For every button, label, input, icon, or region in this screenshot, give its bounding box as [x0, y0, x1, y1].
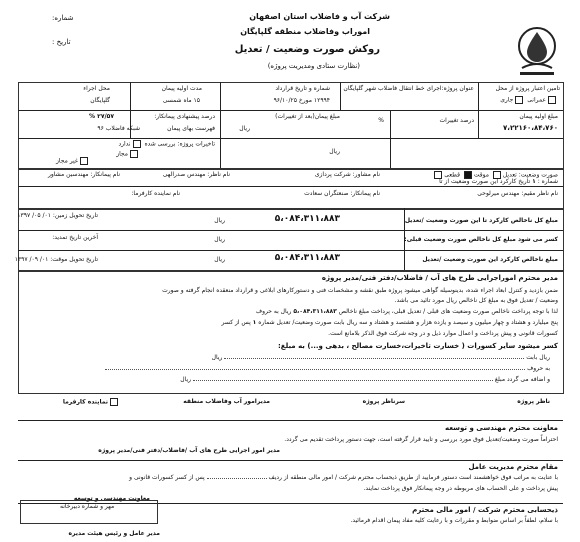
supervisor-label: نام ناظر: مهندس صدرالهی: [162, 171, 230, 178]
tender-percent-label: درصد پیشنهادی پیمانکار:: [154, 113, 215, 120]
delays-value: بررسی شده: [144, 140, 176, 148]
last-delivery: آخرین تاریخ تمدید:: [52, 234, 98, 241]
deductions-title: کسر میشود سایر کسورات ( خسارت تاخیرات،خسارت مصالح ، بدهی و...) به مبلغ:: [278, 342, 558, 350]
initial-amount-label: مبلغ اولیه پیمان: [519, 113, 558, 120]
contract-label: شماره و تاریخ قرارداد: [275, 85, 330, 92]
amount-after-rial: ریال: [239, 125, 250, 132]
secretariat-seal-label: مهر و شماره دبیرخانه: [60, 503, 115, 510]
price-list-label: فهرست بهای پیمان: [167, 125, 215, 132]
allowed-label: مجاز: [116, 150, 128, 158]
letter2-p1: احتراماً صورت وضعیت/تعدیل فوق مورد بررسی و تایید قرار گرفته است، جهت دستور پرداخت تقدیم می گردد.: [284, 436, 558, 443]
employer-rep-signature: نماینده کارفرما: [63, 398, 120, 406]
project-subject: عنوان پروژه:اجرای خط انتقال فاضلاب شهر گلپایگان: [343, 85, 474, 92]
current-checkbox[interactable]: [515, 96, 523, 104]
contract-value: ۱۲۹۹۴ مورخ ۹۶/۱۰/۲۵: [273, 97, 330, 104]
status-to-label: تا: [439, 178, 443, 185]
final-label: قطعی: [444, 171, 460, 179]
funding-label: تامین اعتبار پروژه از محل: [495, 85, 560, 92]
document-title: روکش صورت وضعیت / تعدیل: [234, 44, 380, 55]
civil-label: عمرانی: [527, 96, 546, 104]
status-number-value: ۱: [532, 178, 536, 185]
delays-no-checkbox[interactable]: [133, 140, 141, 148]
gross-value: ۵،۰۸۴،۳۱۱،۸۸۳: [274, 214, 340, 224]
status-label: صورت وضعیت:: [518, 171, 558, 179]
consultant-label: نام مشاور: شرکت پردازی: [314, 171, 380, 178]
added-amount-line: و اضافه می گردد مبلغ ریال: [180, 376, 550, 383]
amount-after-rial-2: ریال: [329, 148, 340, 155]
price-list-value: شبکه فاضلاب ۹۶: [97, 125, 140, 132]
changes-percent-mark: %: [378, 117, 384, 124]
contractor-name: نام پیمانکار: صنعتگران سعادت: [304, 190, 380, 197]
letter1-p3: لذا با توجه پرداخت ناخالص صورت وضعیت های قبلی / تعدیل قبلی، پرداخت مبلغ ناخالص ۵،۰۸۴،۳۱۱،۸۸۳ ریال به حروف: [255, 308, 558, 315]
letter4-signature: مدیر عامل و رئیس هیئت مدیره: [68, 530, 160, 537]
duration-label: مدت اولیه پیمان: [161, 85, 202, 92]
delivery-date: تاریخ تحویل زمین: ۰۱/ ۰۵/ ۱۳۹۷: [17, 212, 98, 219]
gross-rial: ریال: [214, 217, 225, 224]
deductions-letters-line: به حروف: [105, 365, 550, 372]
rep-checkbox[interactable]: [110, 398, 118, 406]
place-exec-value: گلپایگان: [90, 97, 110, 104]
letter1-heading: مدیر محترم اموراجرایی طرح های آب / فاضلاب/دفتر فنی/مدیر پروژه: [321, 274, 558, 282]
tender-percent-value: ۲۷/۵۷ %: [89, 113, 114, 120]
status-number-label: شماره :: [537, 178, 558, 185]
supervisor-signature: ناظر پروژه: [517, 398, 550, 405]
letter3-p1: با عنایت به مراتب فوق خواهشمند است دستور فرمایید از طریق ذیحساب محترم شرکت / امور مالی منطقه از ردیف پس از کسر کسورات قانونی و: [129, 474, 558, 481]
project-delays: [118, 140, 215, 148]
not-allowed-label: غیر مجاز: [56, 157, 78, 165]
allowed-checkbox[interactable]: [130, 150, 138, 158]
status-date-label: تاریخ کارکرد این صورت وضعیت از: [444, 178, 531, 185]
handover-date: تاریخ تحویل موقت: ۰۱/ ۰۹/ ۱۳۹۷: [14, 256, 98, 263]
changes-percent-label: درصد تغییرات: [439, 117, 474, 124]
letter1-p2: وضعیت / تعدیل فوق به مبلغ کل ناخالص ریال مورد تائید می باشد.: [394, 297, 558, 304]
amount-after-label: مبلغ پیمان(بعد از تغییرات): [275, 113, 340, 120]
not-allowed-checkbox[interactable]: [80, 157, 88, 165]
net-label: مبلغ ناخالص کارکرد این صورت وضعیت /تعدیل: [422, 256, 558, 263]
deduct-rial: ریال: [214, 236, 225, 243]
resident-signature: سرناظر پروژه: [362, 398, 405, 405]
letter1-p4: پنج میلیارد و هشتاد و چهار میلیون و سیصد و یازده هزار و هشتصد و هشتاد و سه ریال بابت صورت وضعیت/ تعدیل شماره ۱ پس از کسر: [221, 319, 558, 326]
delay-not-allowed: [56, 157, 90, 165]
letter2-heading: معاونت محترم مهندسی و توسعه: [444, 424, 558, 432]
duration-value: ۱۵ ماه شمسی: [162, 97, 200, 104]
adjust-label: تعدیل: [502, 171, 517, 179]
delays-no-label: ندارد: [118, 140, 131, 148]
deduct-label: کسر می شود مبلغ کل ناخالص صورت وضعیت قبلی:: [404, 236, 558, 243]
number-label: شماره:: [52, 14, 74, 22]
civil-checkbox[interactable]: [548, 96, 556, 104]
letter3-signature: معاونت مهندسی و توسعه: [73, 495, 150, 502]
resident-label: نام ناظر مقیم: مهندس میرلوحی: [477, 190, 558, 197]
net-value: ۵،۰۸۴،۳۱۱،۸۸۳: [274, 253, 340, 263]
letter4-heading: ذیحسابی محترم شرکت / امور مالی محترم: [412, 506, 558, 514]
company-logo: [512, 24, 562, 82]
letter4-p1: با سلام، لطفاً بر اساس ضوابط و مقررات و با رعایت کلیه مفاد پیمان اقدام فرمائید.: [350, 517, 558, 524]
letter1-p1: ضمن بازدید و کنترل ابعاد اجراء شده، بدینوسیله گواهی میشود پروژه طبق نقشه و مشخصات فنی و دستورکارهای ابلاغی و قرارداد منعقده انجام گرفته و صورت: [162, 287, 558, 294]
delay-allowed: [116, 150, 140, 158]
deductions-rial-line: ریال بابت ریال: [211, 354, 550, 361]
letter3-heading: مقام محترم مدیریت عامل: [468, 463, 558, 471]
funding-options: [500, 96, 558, 104]
status-number-row: [439, 178, 558, 185]
letter3-p2: پیش پرداخت و علی الحساب های مربوطه در وجه پیمانکار فوق پرداخت نمایند.: [363, 485, 558, 492]
contractor-label: نام پیمانکار: مهندسین مشاور: [47, 171, 120, 178]
temporary-label: موقت: [473, 171, 489, 179]
letter2-signature: مدیر امور اجرایی طرح های آب /فاضلاب/دفتر فنی/مدیر پروژه: [98, 447, 280, 454]
document-subtitle: (نظارت ستادی ومدیریت پروژه): [267, 62, 360, 70]
delays-label: تاخیرات پروژه:: [177, 140, 215, 148]
place-exec-label: محل اجراء: [83, 85, 110, 92]
unit-name: اموراب وفاضلاب منطقه گلپایگان: [240, 27, 370, 36]
employer-rep-label: نام نماینده کارفرما:: [131, 190, 180, 197]
initial-amount-value: ۷،۲۲۱۶۰،۸۴،۷۶۰: [503, 124, 558, 132]
net-rial: ریال: [214, 256, 225, 263]
company-name: شرکت آب و فاضلاب استان اصفهان: [249, 12, 390, 21]
gross-label: مبلغ کل ناخالص کارکرد تا این صورت وضعیت /تعدیل: [404, 217, 558, 224]
current-label: جاری: [500, 96, 514, 104]
date-label: تاریخ :: [52, 38, 71, 46]
manager-signature: مدیرامور آب وفاضلاب منطقه: [183, 398, 270, 405]
letter1-p5: کسورات قانونی و پیش پرداخت و اعمال موارد ذیل و در وجه شرکت فوق الذکر بلامانع است.: [328, 330, 558, 337]
